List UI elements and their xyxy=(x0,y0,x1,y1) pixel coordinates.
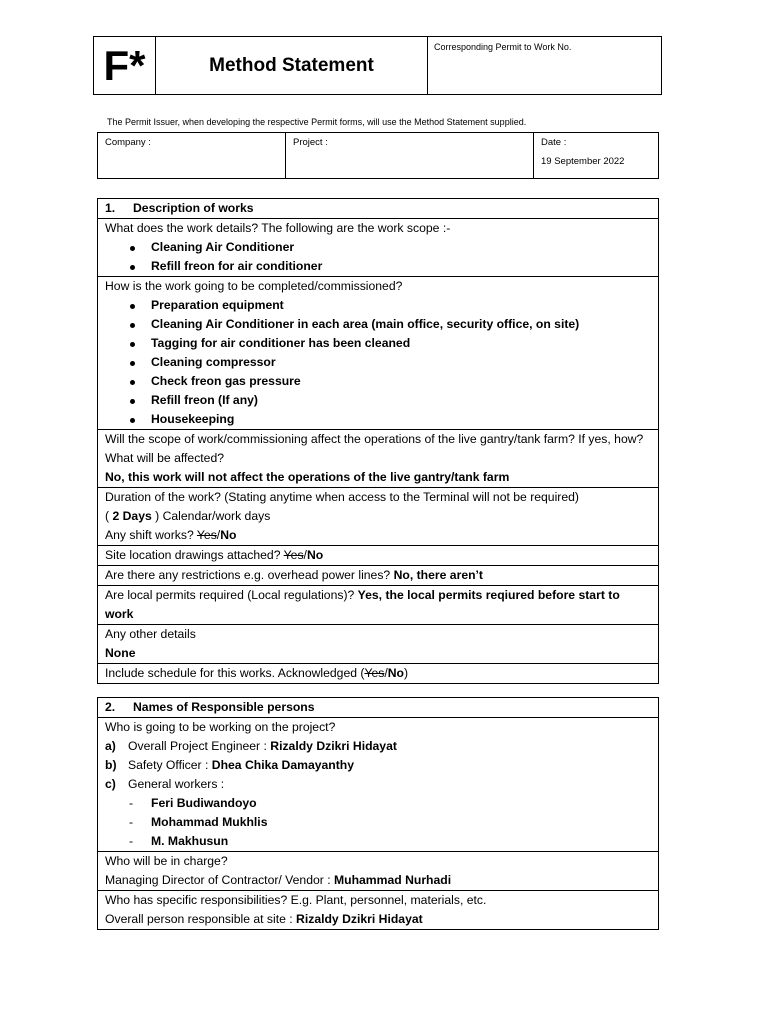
role-label: Managing Director of Contractor/ Vendor : xyxy=(105,873,334,887)
duration-value: 2 Days xyxy=(112,509,152,523)
question-text: Who is going to be working on the project? xyxy=(105,720,336,734)
person-name: Rizaldy Dzikri Hidayat xyxy=(296,912,423,926)
person-name: Muhammad Nurhadi xyxy=(333,873,452,887)
item-letter: b) xyxy=(105,758,117,772)
date-label: Date : xyxy=(541,137,567,148)
worker-item xyxy=(105,813,651,832)
person-item xyxy=(105,756,651,775)
permit-issuer-note: The Permit Issuer, when developing the respective Permit forms, will use the Method Statement supplied. xyxy=(107,117,527,127)
question-text: Will the scope of work/commissioning affect the operations of the live gantry/tank farm? If yes, how? What will be affected? xyxy=(105,432,644,465)
permit-number-field: Corresponding Permit to Work No. xyxy=(434,42,572,52)
form-logo: F* xyxy=(94,37,156,94)
company-label: Company : xyxy=(105,137,151,148)
workers-row xyxy=(98,717,658,851)
question-text: Who will be in charge? xyxy=(105,854,228,868)
question-text: What does the work details? The following are the work scope :- xyxy=(105,221,451,235)
project-info-table xyxy=(97,132,659,179)
list-item: Tagging for air conditioner has been cleaned xyxy=(105,334,651,353)
local-permits-row xyxy=(98,585,658,624)
answer-text: None xyxy=(105,646,136,660)
list-item: Cleaning compressor xyxy=(105,353,651,372)
role-label: Overall person responsible at site : xyxy=(105,912,297,926)
duration-open: ( xyxy=(105,509,113,523)
role-label: General workers : xyxy=(128,777,225,791)
option-separator: / xyxy=(216,528,221,542)
in-charge-row xyxy=(98,851,658,890)
header-box xyxy=(93,36,662,95)
section-heading xyxy=(98,698,658,717)
worker-name: Feri Budiwandoyo xyxy=(151,796,257,810)
worker-name: Mohammad Mukhlis xyxy=(151,815,268,829)
person-name: Dhea Chika Damayanthy xyxy=(211,758,355,772)
option-separator: / xyxy=(384,666,388,680)
date-field xyxy=(534,133,658,178)
work-scope-row xyxy=(98,218,658,276)
document-title: Method Statement xyxy=(156,37,428,94)
shift-question: Any shift works? xyxy=(105,528,197,542)
list-item: Refill freon (If any) xyxy=(105,391,651,410)
section-number: 2. xyxy=(105,700,116,714)
struck-option: Yes xyxy=(364,666,385,680)
list-item: Preparation equipment xyxy=(105,296,651,315)
selected-option: No xyxy=(306,548,324,562)
list-item: Cleaning Air Conditioner in each area (main office, security office, on site) xyxy=(105,315,651,334)
section-description-of-works xyxy=(97,198,659,684)
duration-row xyxy=(98,487,658,545)
role-label: Overall Project Engineer : xyxy=(128,739,271,753)
question-text: Any other details xyxy=(105,627,196,641)
selected-option: No xyxy=(220,528,237,542)
answer-text: Yes, the local permits reqiured before start to work xyxy=(105,588,620,621)
section-title: Names of Responsible persons xyxy=(133,700,315,714)
item-letter: c) xyxy=(105,777,116,791)
dash-marker: - xyxy=(129,834,134,848)
work-method-row xyxy=(98,276,658,429)
schedule-row xyxy=(98,663,658,683)
project-field xyxy=(286,133,534,178)
item-letter: a) xyxy=(105,739,116,753)
worker-name: M. Makhusun xyxy=(151,834,229,848)
project-label: Project : xyxy=(293,137,328,148)
section-title: Description of works xyxy=(133,201,254,215)
selected-option: No xyxy=(387,666,404,680)
closing-paren: ) xyxy=(404,666,409,680)
person-name: Rizaldy Dzikri Hidayat xyxy=(270,739,397,753)
question-text: Include schedule for this works. Acknowledged ( xyxy=(105,666,365,680)
list-item: Refill freon for air conditioner xyxy=(105,257,651,276)
option-separator: / xyxy=(303,548,307,562)
struck-option: Yes xyxy=(196,528,217,542)
list-item: Check freon gas pressure xyxy=(105,372,651,391)
duration-unit: ) Calendar/work days xyxy=(151,509,271,523)
dash-marker: - xyxy=(129,796,134,810)
worker-item xyxy=(105,832,651,851)
company-field xyxy=(98,133,286,178)
struck-option: Yes xyxy=(283,548,304,562)
list-item: Cleaning Air Conditioner xyxy=(105,238,651,257)
other-details-row xyxy=(98,624,658,663)
person-item xyxy=(105,737,651,756)
section-heading xyxy=(98,199,658,218)
question-text: Who has specific responsibilities? E.g. Plant, personnel, materials, etc. xyxy=(105,893,487,907)
question-text: Are local permits required (Local regulations)? xyxy=(105,588,358,602)
role-label: Safety Officer : xyxy=(128,758,212,772)
question-text: How is the work going to be completed/commissioned? xyxy=(105,279,403,293)
person-item xyxy=(105,775,651,794)
worker-item xyxy=(105,794,651,813)
question-text: Are there any restrictions e.g. overhead power lines? xyxy=(105,568,394,582)
answer-text: No, there aren’t xyxy=(393,568,483,582)
operations-impact-row xyxy=(98,429,658,487)
answer-text: No, this work will not affect the operations of the live gantry/tank farm xyxy=(105,470,510,484)
list-item: Housekeeping xyxy=(105,410,651,429)
question-text: Site location drawings attached? xyxy=(105,548,284,562)
date-value: 19 September 2022 xyxy=(541,156,625,167)
section-number: 1. xyxy=(105,201,116,215)
section-responsible-persons xyxy=(97,697,659,930)
site-drawings-row xyxy=(98,545,658,565)
dash-marker: - xyxy=(129,815,134,829)
restrictions-row xyxy=(98,565,658,585)
responsibilities-row xyxy=(98,890,658,929)
question-text: Duration of the work? (Stating anytime when access to the Terminal will not be required) xyxy=(105,490,579,504)
